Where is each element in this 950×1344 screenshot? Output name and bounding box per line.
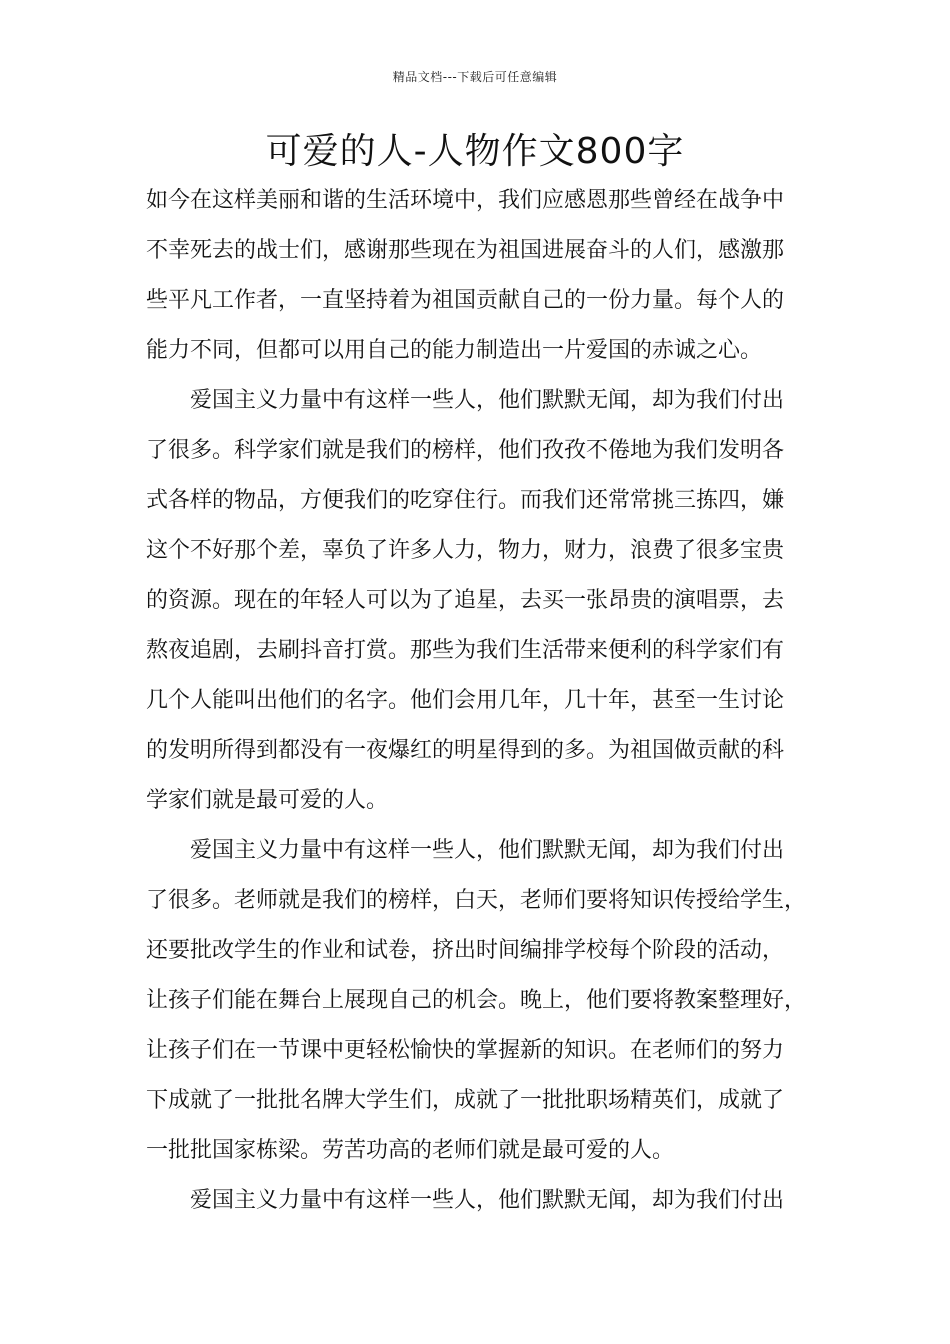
text-line: 了很多。科学家们就是我们的榜样，他们孜孜不倦地为我们发明各 — [146, 438, 785, 463]
text-line: 不幸死去的战士们，感谢那些现在为祖国进展奋斗的人们，感激那 — [146, 238, 785, 263]
text-line: 几个人能叫出他们的名字。他们会用几年，几十年，甚至一生讨论 — [146, 688, 785, 713]
text-line-indented: 爱国主义力量中有这样一些人，他们默默无闻，却为我们付出 — [190, 388, 785, 413]
text-line: 还要批改学生的作业和试卷，挤出时间编排学校每个阶段的活动， — [146, 938, 785, 963]
text-line-indented: 爱国主义力量中有这样一些人，他们默默无闻，却为我们付出 — [190, 1188, 785, 1213]
text-line: 一批批国家栋梁。劳苦功高的老师们就是最可爱的人。 — [146, 1138, 675, 1163]
paragraph-3 — [146, 826, 810, 1176]
text-line: 下成就了一批批名牌大学生们，成就了一批批职场精英们，成就了 — [146, 1088, 785, 1113]
text-line-indented: 爱国主义力量中有这样一些人，他们默默无闻，却为我们付出 — [190, 838, 785, 863]
text-line: 的资源。现在的年轻人可以为了追星，去买一张昂贵的演唱票，去 — [146, 588, 785, 613]
page-title: 可爱的人-人物作文800字 — [265, 131, 685, 172]
text-line: 了很多。老师就是我们的榜样，白天，老师们要将知识传授给学生， — [146, 888, 807, 913]
text-line: 让孩子们能在舞台上展现自己的机会。晚上，他们要将教案整理好， — [146, 988, 807, 1013]
text-line: 熬夜追剧，去刷抖音打赏。那些为我们生活带来便利的科学家们有 — [146, 638, 785, 663]
paragraph-2 — [146, 376, 810, 826]
text-line: 式各样的物品，方便我们的吃穿住行。而我们还常常挑三拣四，嫌 — [146, 488, 785, 513]
paragraph-4 — [146, 1176, 810, 1226]
text-line: 如今在这样美丽和谐的生活环境中，我们应感恩那些曾经在战争中 — [146, 188, 785, 213]
text-line: 这个不好那个差，辜负了许多人力，物力，财力，浪费了很多宝贵 — [146, 538, 785, 563]
header-note: 精品文档---下载后可任意编辑 — [392, 70, 558, 84]
paragraph-1 — [146, 176, 810, 376]
text-line: 些平凡工作者，一直坚持着为祖国贡献自己的一份力量。每个人的 — [146, 288, 785, 313]
text-line: 学家们就是最可爱的人。 — [146, 788, 389, 813]
text-line: 让孩子们在一节课中更轻松愉快的掌握新的知识。在老师们的努力 — [146, 1038, 785, 1063]
text-line: 的发明所得到都没有一夜爆红的明星得到的多。为祖国做贡献的科 — [146, 738, 785, 763]
document-body — [146, 176, 810, 1226]
text-line: 能力不同，但都可以用自己的能力制造出一片爱国的赤诚之心。 — [146, 338, 763, 363]
